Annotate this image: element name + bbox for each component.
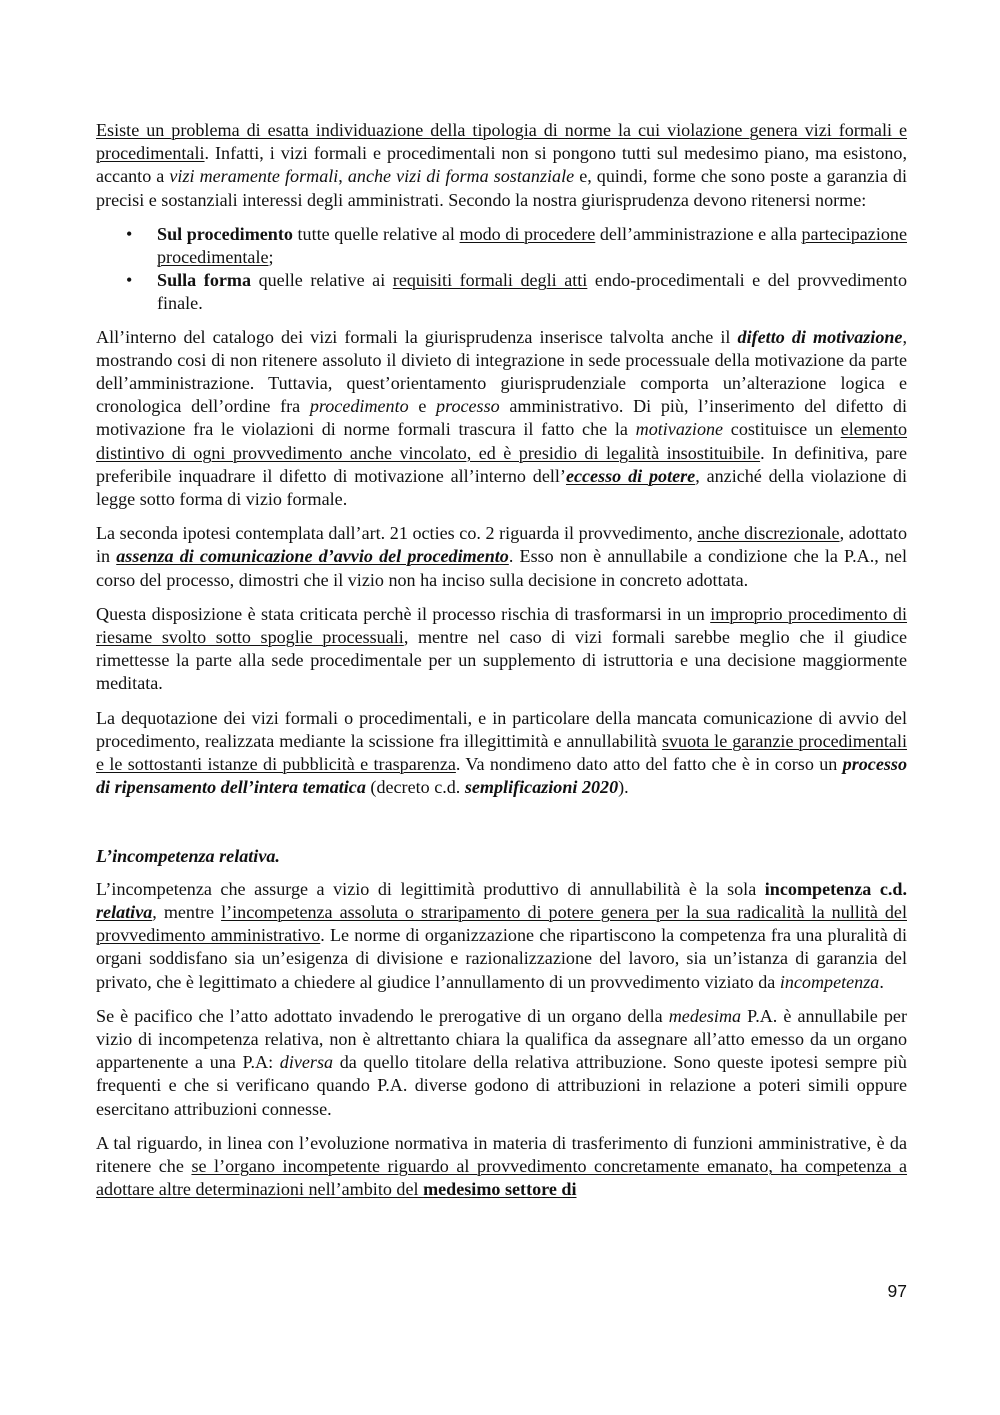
list-item: • Sul procedimento tutte quelle relative al modo di procedere dell’amministrazione e alla partecipazione procedimentale; (126, 223, 907, 268)
bold-italic-text: semplificazioni 2020 (464, 777, 619, 798)
paragraph-motivazione: All’interno del catalogo dei vizi formali la giurisprudenza inserisce talvolta anche il difetto di motivazione, mostrando cosi di non ritenere assoluto il divieto di integrazione in sede processuale della motivazione da parte dell’amministrazione. Tuttavia, quest’orientamento giurisprudenziale comporta un’alterazione logica e cronologica dell’ordine fra procedimento e processo amministrativo. Di più, l’inserimento del difetto di motivazione fra le violazioni di norme formali trascura il fatto che la motivazione costituisce un elemento distintivo di ogni provvedimento anche vincolato, ed è presidio di legalità insostituibile. In definitiva, pare preferibile inquadrare il difetto di motivazione all’interno dell’eccesso di potere, anziché della violazione di legge sotto forma di vizio formale. (96, 326, 908, 510)
bullet-list (96, 223, 907, 316)
italic-text: anche vizi di forma sostanziale (347, 166, 575, 187)
paragraph-incompetenza: L’incompetenza che assurge a vizio di legittimità produttivo di annullabilità è la sola incompetenza c.d. relativa, mentre l’incompetenza assoluta o straripamento di potere genera per la sua radicalità la nullità del provvedimento amministrativo. Le norme di organizzazione che ripartiscono la competenza fra una pluralità di organi soddisfano sia un’esigenza di divisione e razionalizzazione del lavoro, sia un’istanza di garanzia del privato, che è legittimato a chiedere al giudice l’annullamento di un provvedimento viziato da incompetenza. (96, 878, 907, 992)
underlined-text: partecipazione procedimentale (157, 223, 907, 268)
paragraph-criticism: Questa disposizione è stata criticata perchè il processo rischia di trasformarsi in un improprio procedimento di riesame svolto sotto spoglie processuali, mentre nel caso di vizi formali sarebbe meglio che il giudice rimettesse la parte alla sede procedimentale per un supplemento di istruttoria e una decisione maggiormente meditata. (96, 603, 908, 694)
bold-text: Sul procedimento (157, 223, 293, 244)
section-heading: L’incompetenza relativa. (96, 846, 280, 867)
italic-text: medesima (668, 1005, 742, 1026)
underlined-text: elemento distintivo di ogni provvedimento anche vincolato, ed è presidio di legalità insostituibile (96, 419, 908, 463)
paragraph-forms: Esiste un problema di esatta individuazione della tipologia di norme la cui violazione genera vizi formali e procedimentali. Infatti, i vizi formali e procedimentali non si pongono tutti sul medesimo piano, ma esistono, accanto a vizi meramente formali, anche vizi di forma sostanziale e, quindi, forme che sono poste a garanzia di precisi e sostanziali interessi degli amministrati. Secondo la nostra giurisprudenza devono ritenersi norme: (96, 120, 907, 210)
bullet-icon: • (126, 270, 133, 291)
italic-text: processo (436, 396, 500, 417)
bold-text: Sulla forma (157, 270, 252, 291)
italic-text: vizi meramente formali (169, 166, 339, 187)
italic-text: incompetenza (779, 971, 880, 992)
underlined-text: se l’organo incompetente riguardo al provvedimento concretamente emanato, ha competenza a adottare altre determinazioni nell’ambito del (96, 1155, 908, 1200)
bold-italic-text: processo di ripensamento dell’intera tematica (96, 754, 907, 798)
paragraph-trasferimento: A tal riguardo, in linea con l’evoluzione normativa in materia di trasferimento di funzioni amministrative, è da ritenere che se l’organo incompetente riguardo al provvedimento concretamente emanato, ha competenza a adottare altre determinazioni nell’ambito del medesimo settore di (96, 1132, 908, 1200)
bold-underlined-text: medesimo settore di (423, 1179, 577, 1200)
underlined-text: improprio procedimento di riesame svolto sotto spoglie processuali (96, 603, 908, 648)
document-body (96, 119, 907, 1212)
bullet-icon: • (126, 223, 133, 244)
list-item: • Sulla forma quelle relative ai requisiti formali degli atti endo-procedimentali e del provvedimento finale. (126, 270, 907, 314)
bold-italic-underlined-text: assenza di comunicazione d’avvio del procedimento (116, 546, 509, 567)
underlined-text: Esiste un problema di esatta individuazione della tipologia di norme la cui violazione genera vizi formali e procedimentali (96, 120, 907, 164)
paragraph-dequotazione: La dequotazione dei vizi formali o procedimentali, e in particolare della mancata comunicazione di avvio del procedimento, realizzata mediante la scissione fra illegittimità e annullabilità svuota le garanzie procedimentali e le sottostanti istanze di pubblicità e trasparenza. Va nondimeno dato atto del fatto che è in corso un processo di ripensamento dell’intera tematica (decreto c.d. semplificazioni 2020). (96, 707, 908, 798)
italic-text: procedimento (309, 396, 409, 417)
bold-text: incompetenza c.d. (764, 878, 907, 899)
bold-italic-underlined-text: eccesso di potere (565, 465, 696, 486)
italic-text: diversa (279, 1052, 334, 1073)
paragraph-medesima: Se è pacifico che l’atto adottato invadendo le prerogative di un organo della medesima P.A. è annullabile per vizio di incompetenza relativa, non è altrettanto chiara la qualifica da assegnare all’atto emesso da un organo appartenente a una P.A: diversa da quello titolare della relativa attribuzione. Sono queste ipotesi sempre più frequenti e che si verificano quando P.A. diverse godono di attribuzioni in relazione a poteri simili oppure esercitano attribuzioni connesse. (96, 1005, 907, 1119)
page-number: 97 (887, 1281, 907, 1301)
bold-italic-text: difetto di motivazione (737, 326, 903, 347)
bold-italic-underlined-text: relativa (96, 901, 153, 922)
underlined-text: modo di procedere (459, 223, 596, 244)
underlined-text: l’incompetenza assoluta o straripamento di potere genera per la sua radicalità la nullità del provvedimento amministrativo (96, 901, 907, 946)
underlined-text: requisiti formali degli atti (392, 270, 588, 291)
underlined-text: anche discrezionale (697, 523, 840, 544)
paragraph-octies: La seconda ipotesi contemplata dall’art. 21 octies co. 2 riguarda il provvedimento, anche discrezionale, adottato in assenza di comunicazione d’avvio del procedimento. Esso non è annullabile a condizione che la P.A., nel corso del processo, dimostri che il vizio non ha inciso sulla decisione in concreto adottata. (96, 523, 907, 590)
italic-text: motivazione (635, 419, 724, 440)
underlined-text: svuota le garanzie procedimentali e le sottostanti istanze di pubblicità e trasparenza (96, 730, 908, 775)
